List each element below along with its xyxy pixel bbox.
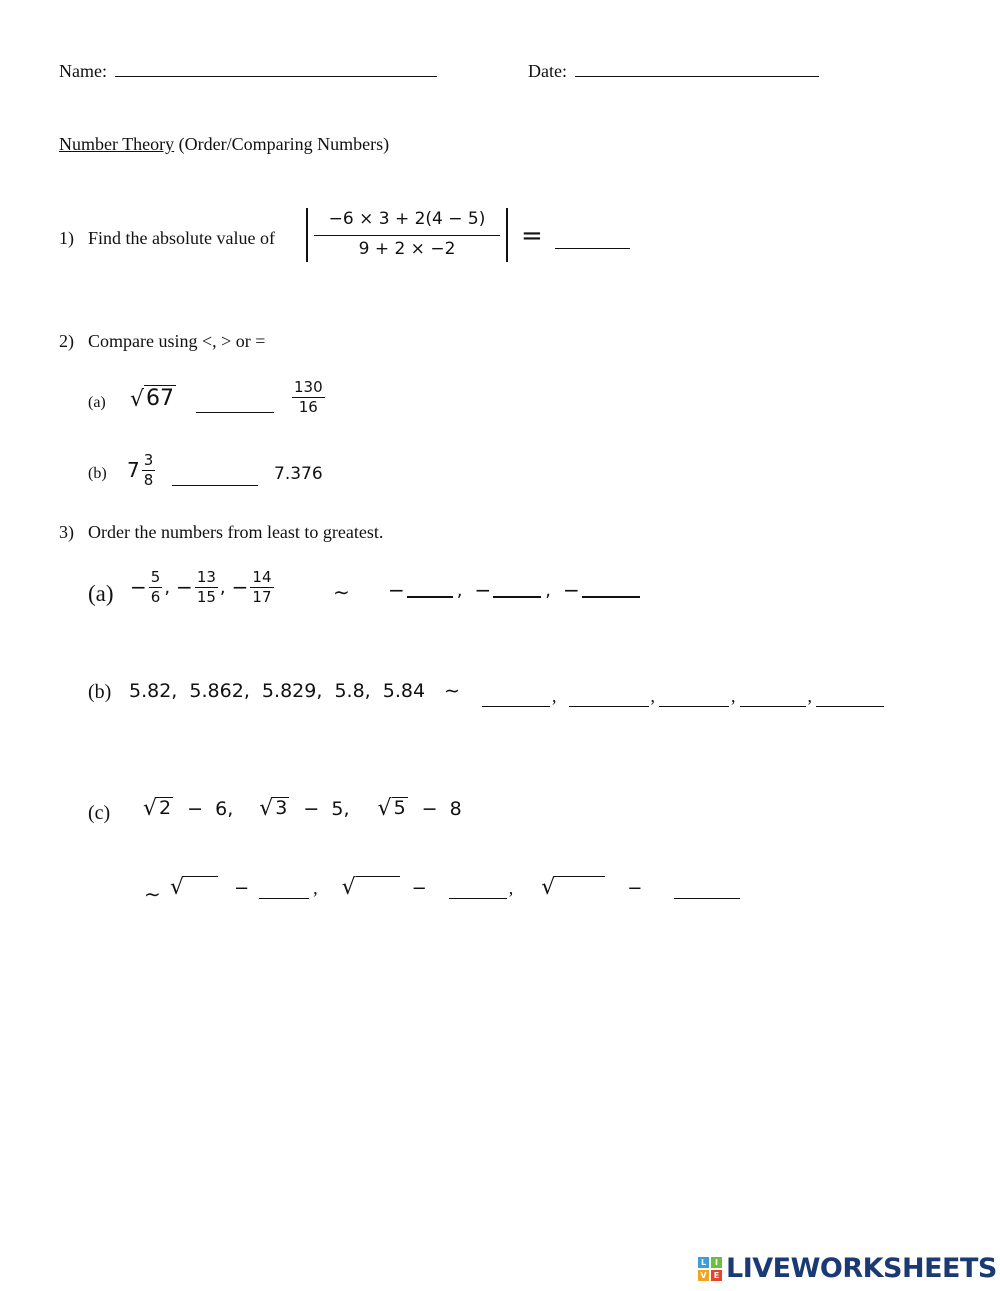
q3b-answer-input-3[interactable] [659, 690, 729, 707]
sqrt-icon: √ [143, 795, 158, 821]
q2b-frac-den: 8 [143, 470, 154, 489]
sqrt-icon: √ [341, 875, 356, 900]
q3b-answer-input-1[interactable] [482, 690, 550, 707]
logo-text: LIVEWORKSHEETS [726, 1253, 997, 1284]
minus-sign: − [388, 578, 405, 602]
sqrt-icon: √ [170, 875, 185, 900]
q1-answer-input[interactable] [555, 232, 630, 249]
q2-number: 2) [59, 331, 74, 351]
q1-number: 1) [59, 228, 74, 248]
q2-text: Compare using <, > or = [88, 331, 266, 351]
comma: , [313, 878, 318, 898]
q3c-sqrt-1 [143, 797, 173, 820]
date-input[interactable] [575, 60, 819, 77]
q1-fraction-bar [314, 235, 500, 236]
q3c-radicand-input-3[interactable] [555, 876, 605, 899]
q3c-label: (c) [88, 802, 111, 824]
q3a-frac-num: 13 [196, 568, 216, 586]
comma: , [545, 579, 551, 601]
name-input[interactable] [115, 60, 437, 77]
q3c-answer-sqrt-1 [170, 876, 218, 899]
q2b-frac-num: 3 [143, 451, 154, 469]
q2a-answer-input[interactable] [196, 396, 274, 413]
comma: , [219, 576, 226, 598]
q3b-numbers: 5.82, 5.862, 5.829, 5.8, 5.84 [129, 680, 426, 702]
q3c-radicand-input-1[interactable] [184, 876, 218, 899]
comma: , [552, 686, 557, 706]
q3b-tilde: ∼ [444, 680, 460, 702]
q3-text: Order the numbers from least to greatest. [88, 522, 384, 542]
q3a-frac-den: 6 [150, 587, 161, 606]
q3a-tilde: ∼ [333, 580, 350, 604]
q3c-answer-sqrt-2 [342, 876, 400, 899]
q1-denominator: 9 + 2 × −2 [358, 239, 456, 259]
sqrt-icon: √ [377, 795, 392, 821]
q3c-rest-2: − 5, [303, 797, 350, 820]
q2a-fraction [292, 378, 325, 417]
comma: , [650, 686, 655, 706]
minus-sign: − [234, 878, 250, 899]
q3c-answers [170, 876, 740, 899]
title-underlined: Number Theory [59, 134, 175, 154]
q3c-rest-1: − 6, [187, 797, 234, 820]
logo-block: L [698, 1257, 709, 1268]
logo-block: I [711, 1257, 722, 1268]
q2b-right: 7.376 [274, 464, 323, 484]
q3a-frac-den: 17 [252, 587, 272, 606]
comma: , [456, 579, 463, 601]
q3c-radicand-3: 5 [393, 797, 406, 819]
comma: , [807, 686, 812, 706]
q3c-answer-input-1[interactable] [259, 880, 309, 899]
q3a-frac-num: 14 [252, 568, 272, 586]
q3a-answer-input-3[interactable] [582, 582, 640, 598]
q2b-label: (b) [88, 465, 107, 482]
minus-sign: − [411, 878, 427, 899]
minus-sign: − [231, 575, 249, 600]
q3a-answer-input-2[interactable] [493, 582, 541, 598]
logo-block: E [711, 1270, 722, 1281]
q2a-frac-num: 130 [294, 378, 323, 396]
name-label: Name: [59, 61, 107, 81]
q2b-mixed-number [127, 451, 155, 490]
q3c-tilde: ∼ [144, 882, 161, 906]
q3c-radicand-1: 2 [159, 797, 172, 819]
q3a-fraction-list [130, 568, 274, 607]
sqrt-icon: √ [541, 875, 556, 900]
sqrt-icon: √ [259, 795, 274, 821]
minus-sign: − [130, 575, 147, 600]
q3a-label: (a) [88, 581, 114, 606]
minus-sign: − [563, 578, 580, 602]
q3c-radicand-2: 3 [275, 797, 288, 819]
q3a-frac-num: 5 [150, 568, 161, 586]
sqrt-icon: √ [130, 387, 145, 413]
minus-sign: − [474, 578, 492, 602]
logo-block: V [698, 1270, 709, 1281]
comma: , [508, 878, 514, 898]
q3a-answers [388, 578, 640, 602]
liveworksheets-logo [698, 1253, 997, 1284]
q1-text: Find the absolute value of [88, 228, 275, 248]
q2b-answer-input[interactable] [172, 469, 258, 486]
q1-numerator: −6 × 3 + 2(4 − 5) [328, 209, 486, 229]
q2a-frac-den: 16 [298, 397, 318, 416]
q3a-answer-input-1[interactable] [407, 582, 453, 598]
q2b-whole: 7 [127, 458, 140, 483]
q3-number: 3) [59, 522, 74, 542]
q3a-frac-den: 15 [196, 587, 216, 606]
q3c-items [143, 797, 462, 820]
minus-sign: − [176, 575, 193, 600]
q1-equals: = [521, 221, 543, 251]
q3c-rest-3: − 8 [421, 797, 462, 820]
q3b-answer-input-5[interactable] [816, 690, 884, 707]
q3b-label: (b) [88, 681, 112, 703]
q2a-label: (a) [88, 394, 106, 411]
date-field-row [528, 60, 819, 82]
q3c-answer-input-3[interactable] [674, 880, 740, 899]
title-rest: (Order/Comparing Numbers) [178, 134, 390, 154]
q3c-answer-sqrt-3 [541, 876, 605, 899]
q2a-radicand: 67 [146, 386, 175, 411]
q3c-sqrt-2 [259, 797, 289, 820]
q3b-answers [482, 686, 884, 707]
q3c-sqrt-3 [378, 797, 408, 820]
q3c-radicand-input-2[interactable] [356, 876, 400, 899]
comma: , [164, 576, 171, 598]
name-field-row [59, 60, 437, 82]
page-title [59, 134, 389, 155]
q3c-answer-input-2[interactable] [449, 880, 507, 899]
q3b-answer-input-4[interactable] [740, 690, 806, 707]
comma: , [731, 686, 736, 706]
logo-blocks-icon [698, 1257, 722, 1281]
date-label: Date: [528, 61, 567, 81]
q2a-sqrt [130, 385, 176, 411]
q3b-answer-input-2[interactable] [569, 690, 649, 707]
q1-absolute-value-expression [306, 208, 508, 262]
minus-sign: − [627, 878, 643, 899]
